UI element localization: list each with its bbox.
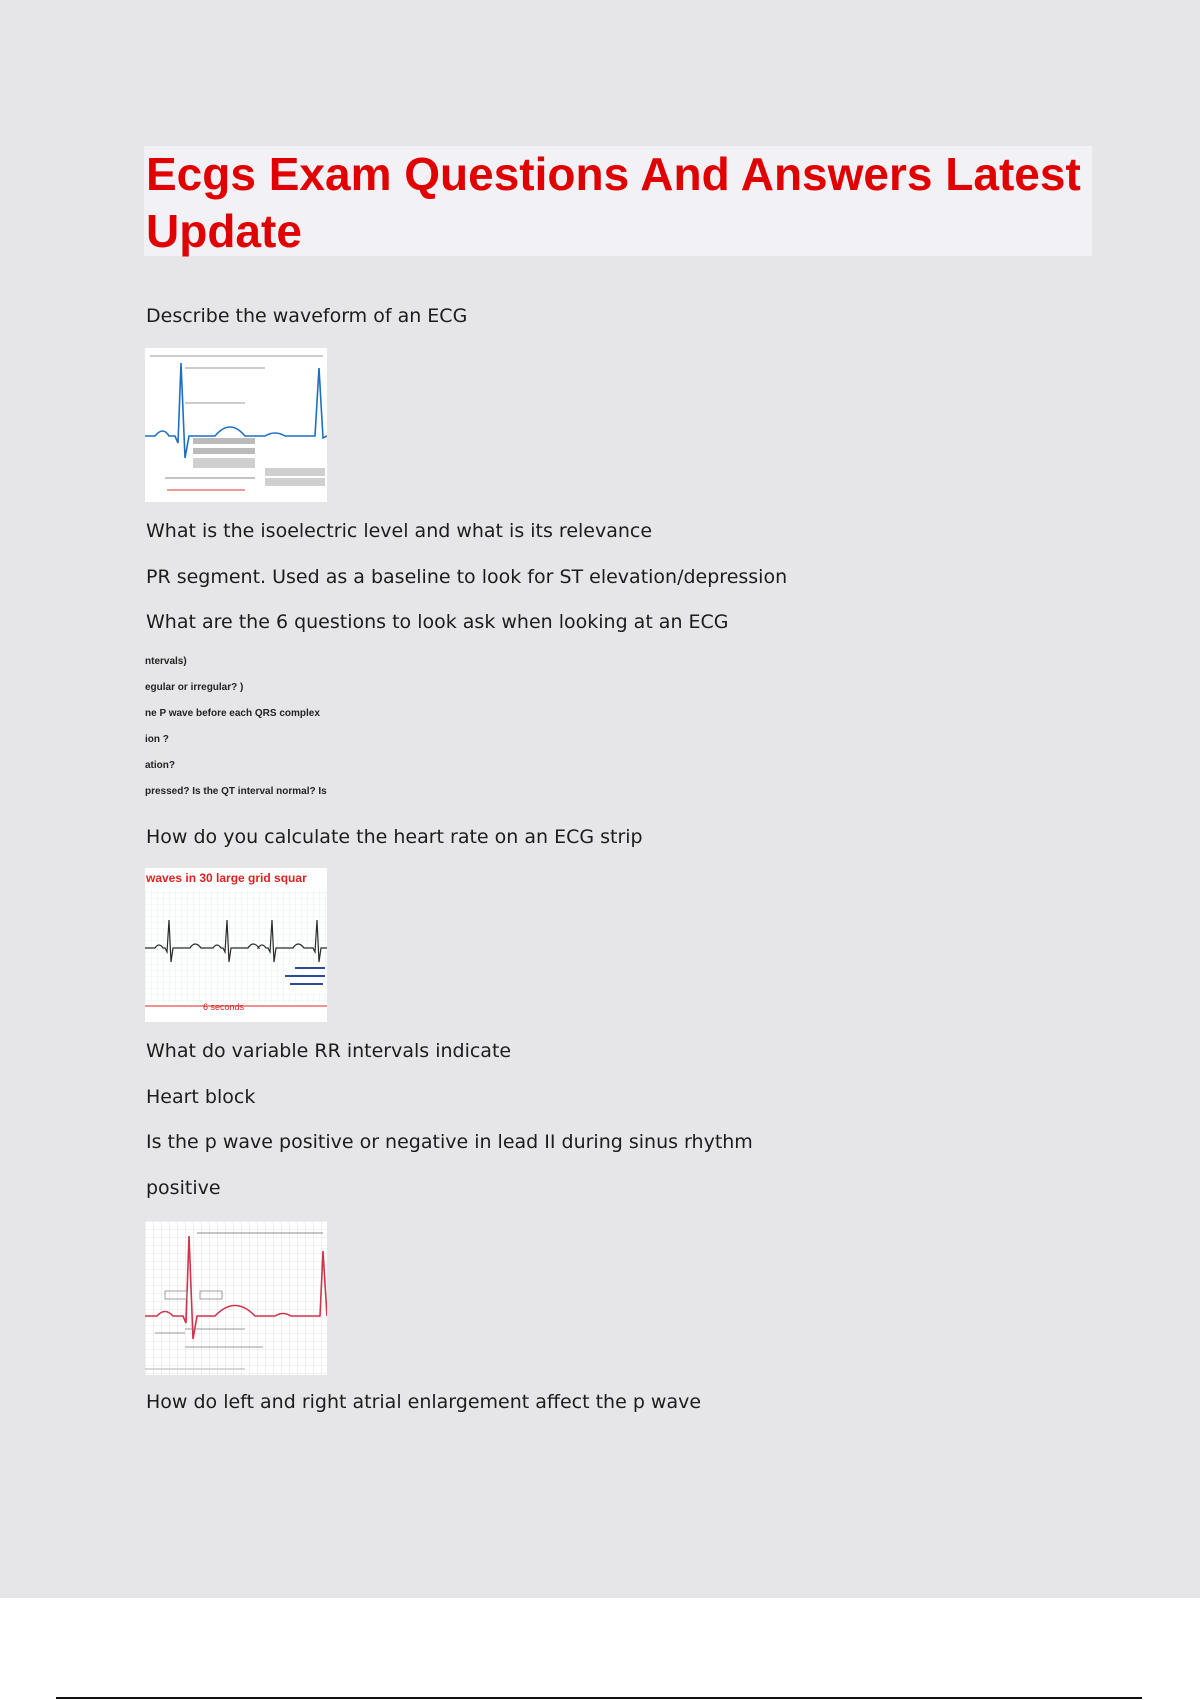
- question-six-questions: What are the 6 questions to look ask when looking at an ECG: [146, 611, 729, 633]
- list-item: ion ?: [145, 734, 169, 745]
- strip-caption: waves in 30 large grid squar: [146, 871, 307, 885]
- list-item: ntervals): [145, 656, 187, 667]
- question-heart-rate: How do you calculate the heart rate on an ECG strip: [146, 826, 643, 848]
- list-item: ation?: [145, 760, 175, 771]
- question-p-wave: Is the p wave positive or negative in lead II during sinus rhythm: [146, 1131, 753, 1153]
- ecg-grid-diagram: [145, 1221, 327, 1375]
- ecg-waveform-diagram: [145, 348, 327, 502]
- answer-rr-intervals: Heart block: [146, 1086, 256, 1108]
- question-rr-intervals: What do variable RR intervals indicate: [146, 1040, 512, 1062]
- question-isoelectric: What is the isoelectric level and what is its relevance: [146, 520, 653, 542]
- question-waveform: Describe the waveform of an ECG: [146, 305, 468, 327]
- strip-footer: 6 seconds: [203, 1002, 245, 1012]
- list-item: pressed? Is the QT interval normal? Is: [145, 786, 327, 797]
- answer-p-wave: positive: [146, 1177, 221, 1199]
- list-item: ne P wave before each QRS complex: [145, 708, 320, 719]
- title-banner: [144, 146, 1092, 256]
- question-atrial-enlargement: How do left and right atrial enlargement affect the p wave: [146, 1391, 702, 1413]
- list-item: egular or irregular? ): [145, 682, 244, 693]
- footer-rule: [56, 1697, 1142, 1699]
- ecg-strip-image: [145, 868, 327, 1022]
- document-title: Ecgs Exam Questions And Answers Latest Update: [146, 148, 1081, 257]
- answer-isoelectric: PR segment. Used as a baseline to look for ST elevation/depression: [146, 566, 788, 588]
